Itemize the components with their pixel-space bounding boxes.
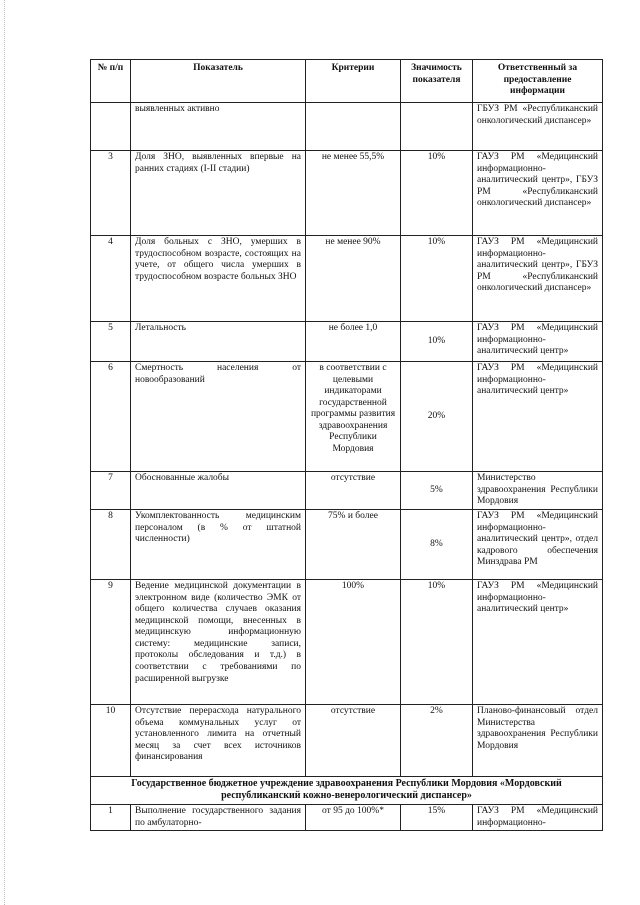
row-num: 5 bbox=[91, 322, 131, 362]
row-indicator: Ведение медицинской документации в электронном виде (количество ЭМК от общего количества случаев оказания медицинской помощи, внесенных в медицинскую информационную систему: медицинские записи, протоколы обследования и т.д.) в соответствии с требованиями по расширенной выгрузке bbox=[131, 580, 306, 705]
row-responsible: ГАУЗ РМ «Медицинский информационно-аналитический центр» bbox=[473, 322, 603, 362]
row-criterion: от 95 до 100%* bbox=[306, 805, 401, 831]
row-criterion: отсутствие bbox=[306, 705, 401, 777]
row-value bbox=[401, 103, 473, 151]
table-header-row bbox=[91, 60, 603, 103]
row-num: 10 bbox=[91, 705, 131, 777]
row-num: 8 bbox=[91, 510, 131, 580]
header-criterion: Критерии bbox=[306, 60, 401, 103]
row-num: 1 bbox=[91, 805, 131, 831]
table-row bbox=[91, 103, 603, 151]
header-responsible: Ответственный за предоставление информации bbox=[473, 60, 603, 103]
table-row bbox=[91, 151, 603, 236]
row-indicator: Смертность населения от новообразований bbox=[131, 362, 306, 472]
row-num: 9 bbox=[91, 580, 131, 705]
row-num: 7 bbox=[91, 472, 131, 510]
row-num bbox=[91, 103, 131, 151]
page-edge bbox=[4, 0, 6, 905]
row-criterion bbox=[306, 103, 401, 151]
row-indicator: выявленных активно bbox=[131, 103, 306, 151]
row-responsible: ГАУЗ РМ «Медицинский информационно-аналитический центр», ГБУЗ РМ «Республиканский онкологический диспансер» bbox=[473, 236, 603, 322]
row-num: 6 bbox=[91, 362, 131, 472]
table-row bbox=[91, 510, 603, 580]
criteria-table bbox=[90, 59, 603, 831]
row-criterion: не более 1,0 bbox=[306, 322, 401, 362]
row-criterion: отсутствие bbox=[306, 472, 401, 510]
table-row bbox=[91, 362, 603, 472]
row-value: 2% bbox=[401, 705, 473, 777]
row-criterion: 75% и более bbox=[306, 510, 401, 580]
row-criterion: не менее 55,5% bbox=[306, 151, 401, 236]
table-row bbox=[91, 472, 603, 510]
row-num: 4 bbox=[91, 236, 131, 322]
row-indicator: Доля больных с ЗНО, умерших в трудоспособном возрасте, состоящих на учете, от общего числа умерших в трудоспособном возрасте больных ЗНО bbox=[131, 236, 306, 322]
row-value: 10% bbox=[401, 151, 473, 236]
header-indicator: Показатель bbox=[131, 60, 306, 103]
row-responsible: ГАУЗ РМ «Медицинский информационно-аналитический центр» bbox=[473, 580, 603, 705]
row-criterion: не менее 90% bbox=[306, 236, 401, 322]
table-row bbox=[91, 236, 603, 322]
row-indicator: Обоснованные жалобы bbox=[131, 472, 306, 510]
section-row bbox=[91, 777, 603, 805]
row-value: 15% bbox=[401, 805, 473, 831]
table-row bbox=[91, 322, 603, 362]
row-responsible: ГАУЗ РМ «Медицинский информационно- bbox=[473, 805, 603, 831]
row-value: 10% bbox=[401, 322, 473, 362]
row-indicator: Доля ЗНО, выявленных впервые на ранних стадиях (I-II стадии) bbox=[131, 151, 306, 236]
row-value: 10% bbox=[401, 580, 473, 705]
row-responsible: ГАУЗ РМ «Медицинский информационно-аналитический центр», отдел кадрового обеспечения Минздрава РМ bbox=[473, 510, 603, 580]
row-value: 8% bbox=[401, 510, 473, 580]
row-indicator: Укомплектованность медицинским персоналом (в % от штатной численности) bbox=[131, 510, 306, 580]
header-significance: Значимость показателя bbox=[401, 60, 473, 103]
row-criterion: 100% bbox=[306, 580, 401, 705]
row-indicator: Летальность bbox=[131, 322, 306, 362]
row-value: 20% bbox=[401, 362, 473, 472]
row-responsible: ГАУЗ РМ «Медицинский информационно-аналитический центр» bbox=[473, 362, 603, 472]
table-row bbox=[91, 580, 603, 705]
row-responsible: Планово-финансовый отдел Министерства здравоохранения Республики Мордовия bbox=[473, 705, 603, 777]
row-responsible: ГБУЗ РМ «Республиканский онкологический диспансер» bbox=[473, 103, 603, 151]
row-responsible: Министерство здравоохранения Республики Мордовия bbox=[473, 472, 603, 510]
table-row bbox=[91, 805, 603, 831]
header-num: № п/п bbox=[91, 60, 131, 103]
table-row bbox=[91, 705, 603, 777]
row-indicator: Выполнение государственного задания по амбулаторно- bbox=[131, 805, 306, 831]
row-criterion: в соответствии с целевыми индикаторами государственной программы развития здравоохранения Республики Мордовия bbox=[306, 362, 401, 472]
row-responsible: ГАУЗ РМ «Медицинский информационно-аналитический центр», ГБУЗ РМ «Республиканский онкологический диспансер» bbox=[473, 151, 603, 236]
row-num: 3 bbox=[91, 151, 131, 236]
row-value: 5% bbox=[401, 472, 473, 510]
section-title: Государственное бюджетное учреждение здравоохранения Республики Мордовия «Мордовский республиканский кожно-венерологический диспансер» bbox=[91, 777, 603, 805]
row-indicator: Отсутствие перерасхода натурального объема коммунальных услуг от установленного лимита на отчетный месяц за счет всех источников финансирования bbox=[131, 705, 306, 777]
row-value: 10% bbox=[401, 236, 473, 322]
